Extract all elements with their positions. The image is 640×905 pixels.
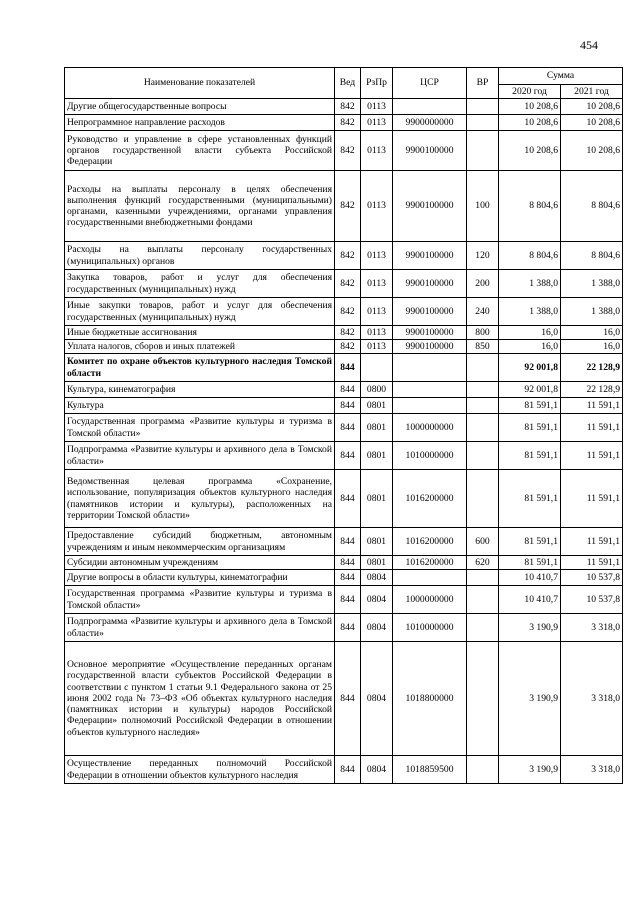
cell-rzpr: 0801 bbox=[361, 398, 393, 414]
cell-rzpr: 0113 bbox=[361, 298, 393, 326]
cell-sum-2021: 16,0 bbox=[561, 326, 623, 340]
cell-rzpr: 0804 bbox=[361, 642, 393, 756]
cell-sum-2021: 3 318,0 bbox=[561, 756, 623, 784]
cell-rzpr: 0113 bbox=[361, 131, 393, 171]
cell-sum-2020: 10 410,7 bbox=[499, 586, 561, 614]
cell-vr: 240 bbox=[467, 298, 499, 326]
cell-name: Расходы на выплаты персоналу государственных (муниципальных) органов bbox=[65, 242, 335, 270]
cell-sum-2021: 10 208,6 bbox=[561, 115, 623, 131]
table-row bbox=[65, 586, 623, 614]
cell-sum-2020: 81 591,1 bbox=[499, 528, 561, 556]
cell-rzpr: 0113 bbox=[361, 115, 393, 131]
cell-sum-2020: 10 208,6 bbox=[499, 131, 561, 171]
cell-ved: 842 bbox=[335, 115, 361, 131]
cell-rzpr: 0801 bbox=[361, 442, 393, 470]
cell-ved: 842 bbox=[335, 270, 361, 298]
cell-sum-2021: 11 591,1 bbox=[561, 528, 623, 556]
cell-ved: 844 bbox=[335, 756, 361, 784]
cell-name: Руководство и управление в сфере установленных функций органов государственной власти субъекта Российской Федерации bbox=[65, 131, 335, 171]
cell-vr: 120 bbox=[467, 242, 499, 270]
cell-csr bbox=[393, 570, 467, 586]
table-row bbox=[65, 414, 623, 442]
cell-rzpr: 0801 bbox=[361, 528, 393, 556]
cell-sum-2020: 10 208,6 bbox=[499, 99, 561, 115]
cell-sum-2020: 3 190,9 bbox=[499, 642, 561, 756]
cell-name: Государственная программа «Развитие культуры и туризма в Томской области» bbox=[65, 414, 335, 442]
cell-vr: 850 bbox=[467, 340, 499, 354]
table-row bbox=[65, 382, 623, 398]
table-row bbox=[65, 99, 623, 115]
table-row bbox=[65, 340, 623, 354]
cell-name: Подпрограмма «Развитие культуры и архивного дела в Томской области» bbox=[65, 442, 335, 470]
cell-csr: 1000000000 bbox=[393, 414, 467, 442]
cell-name: Ведомственная целевая программа «Сохранение, использование, популяризация объектов культурного наследия (памятников истории и культуры), расположенных на территории Томской области» bbox=[65, 470, 335, 528]
cell-sum-2021: 3 318,0 bbox=[561, 642, 623, 756]
cell-name: Государственная программа «Развитие культуры и туризма в Томской области» bbox=[65, 586, 335, 614]
cell-sum-2020: 1 388,0 bbox=[499, 298, 561, 326]
cell-rzpr: 0113 bbox=[361, 340, 393, 354]
cell-vr bbox=[467, 442, 499, 470]
cell-rzpr: 0113 bbox=[361, 99, 393, 115]
cell-vr bbox=[467, 99, 499, 115]
cell-ved: 842 bbox=[335, 298, 361, 326]
cell-name: Непрограммное направление расходов bbox=[65, 115, 335, 131]
cell-csr: 9900100000 bbox=[393, 298, 467, 326]
header-year-2020: 2020 год bbox=[499, 85, 561, 99]
cell-csr: 9900100000 bbox=[393, 326, 467, 340]
cell-sum-2021: 8 804,6 bbox=[561, 242, 623, 270]
table-row bbox=[65, 614, 623, 642]
header-vr: ВР bbox=[467, 68, 499, 99]
table-row bbox=[65, 470, 623, 528]
cell-ved: 842 bbox=[335, 242, 361, 270]
table-row bbox=[65, 398, 623, 414]
cell-csr: 1010000000 bbox=[393, 442, 467, 470]
page-number: 454 bbox=[580, 38, 598, 52]
table-row bbox=[65, 442, 623, 470]
cell-sum-2021: 3 318,0 bbox=[561, 614, 623, 642]
cell-sum-2020: 10 208,6 bbox=[499, 115, 561, 131]
cell-name: Иные бюджетные ассигнования bbox=[65, 326, 335, 340]
cell-name: Другие общегосударственные вопросы bbox=[65, 99, 335, 115]
cell-sum-2021: 11 591,1 bbox=[561, 556, 623, 570]
cell-vr bbox=[467, 382, 499, 398]
cell-name: Основное мероприятие «Осуществление переданных органам государственной власти субъектов Российской Федерации в соответствии с пунктом 1 статьи 9.1 Федерального закона от 25 июня 2002 года № 73–ФЗ «Об объектах культурного наследия (памятниках истории и культуры) народов Российской Федерации» полномочий Российской Федерации в отношении объектов культурного наследия» bbox=[65, 642, 335, 756]
cell-name: Комитет по охране объектов культурного наследия Томской области bbox=[65, 354, 335, 382]
cell-name: Подпрограмма «Развитие культуры и архивного дела в Томской области» bbox=[65, 614, 335, 642]
cell-csr: 9900100000 bbox=[393, 171, 467, 242]
budget-table bbox=[64, 67, 623, 784]
header-name: Наименование показателей bbox=[65, 68, 335, 99]
cell-rzpr: 0801 bbox=[361, 470, 393, 528]
table-row bbox=[65, 131, 623, 171]
cell-csr: 1016200000 bbox=[393, 528, 467, 556]
cell-rzpr: 0113 bbox=[361, 242, 393, 270]
cell-csr: 1010000000 bbox=[393, 614, 467, 642]
cell-vr: 200 bbox=[467, 270, 499, 298]
cell-csr: 9900100000 bbox=[393, 340, 467, 354]
cell-sum-2020: 8 804,6 bbox=[499, 242, 561, 270]
cell-ved: 842 bbox=[335, 326, 361, 340]
cell-vr bbox=[467, 642, 499, 756]
cell-name: Культура bbox=[65, 398, 335, 414]
cell-vr: 800 bbox=[467, 326, 499, 340]
header-ved: Вед bbox=[335, 68, 361, 99]
cell-sum-2020: 16,0 bbox=[499, 340, 561, 354]
cell-rzpr bbox=[361, 354, 393, 382]
cell-ved: 844 bbox=[335, 642, 361, 756]
table-body bbox=[65, 99, 623, 784]
cell-sum-2021: 10 208,6 bbox=[561, 99, 623, 115]
cell-vr bbox=[467, 570, 499, 586]
cell-sum-2020: 92 001,8 bbox=[499, 354, 561, 382]
cell-ved: 844 bbox=[335, 354, 361, 382]
table-row bbox=[65, 528, 623, 556]
table-row bbox=[65, 556, 623, 570]
cell-vr bbox=[467, 414, 499, 442]
cell-name: Субсидии автономным учреждениям bbox=[65, 556, 335, 570]
cell-csr: 9900100000 bbox=[393, 131, 467, 171]
cell-sum-2020: 81 591,1 bbox=[499, 414, 561, 442]
cell-name: Закупка товаров, работ и услуг для обеспечения государственных (муниципальных) нужд bbox=[65, 270, 335, 298]
cell-name: Другие вопросы в области культуры, кинематографии bbox=[65, 570, 335, 586]
cell-name: Осуществление переданных полномочий Российской Федерации в отношении объектов культурного наследия bbox=[65, 756, 335, 784]
header-rzpr: РзПр bbox=[361, 68, 393, 99]
cell-vr bbox=[467, 354, 499, 382]
cell-csr: 1018800000 bbox=[393, 642, 467, 756]
table-row bbox=[65, 115, 623, 131]
cell-csr: 9900100000 bbox=[393, 270, 467, 298]
cell-ved: 842 bbox=[335, 99, 361, 115]
cell-sum-2020: 10 410,7 bbox=[499, 570, 561, 586]
table-row bbox=[65, 326, 623, 340]
cell-rzpr: 0113 bbox=[361, 171, 393, 242]
cell-csr: 1016200000 bbox=[393, 470, 467, 528]
header-year-2021: 2021 год bbox=[561, 85, 623, 99]
cell-sum-2021: 22 128,9 bbox=[561, 382, 623, 398]
table-row bbox=[65, 242, 623, 270]
cell-vr bbox=[467, 586, 499, 614]
table-row bbox=[65, 570, 623, 586]
cell-rzpr: 0800 bbox=[361, 382, 393, 398]
cell-vr bbox=[467, 614, 499, 642]
cell-ved: 844 bbox=[335, 614, 361, 642]
cell-rzpr: 0804 bbox=[361, 614, 393, 642]
cell-ved: 842 bbox=[335, 340, 361, 354]
cell-ved: 842 bbox=[335, 171, 361, 242]
cell-sum-2021: 10 537,8 bbox=[561, 586, 623, 614]
cell-csr bbox=[393, 99, 467, 115]
cell-sum-2021: 10 537,8 bbox=[561, 570, 623, 586]
cell-csr: 9900000000 bbox=[393, 115, 467, 131]
cell-ved: 842 bbox=[335, 131, 361, 171]
table-row bbox=[65, 171, 623, 242]
cell-rzpr: 0801 bbox=[361, 414, 393, 442]
cell-sum-2021: 8 804,6 bbox=[561, 171, 623, 242]
cell-name: Иные закупки товаров, работ и услуг для обеспечения государственных (муниципальных) нужд bbox=[65, 298, 335, 326]
table-row bbox=[65, 642, 623, 756]
header-sum: Сумма bbox=[499, 68, 623, 85]
cell-rzpr: 0801 bbox=[361, 556, 393, 570]
cell-csr: 1018859500 bbox=[393, 756, 467, 784]
cell-vr: 600 bbox=[467, 528, 499, 556]
cell-ved: 844 bbox=[335, 382, 361, 398]
cell-rzpr: 0113 bbox=[361, 326, 393, 340]
cell-csr bbox=[393, 382, 467, 398]
cell-csr: 9900100000 bbox=[393, 242, 467, 270]
cell-ved: 844 bbox=[335, 470, 361, 528]
cell-sum-2020: 81 591,1 bbox=[499, 470, 561, 528]
cell-csr bbox=[393, 354, 467, 382]
cell-sum-2020: 1 388,0 bbox=[499, 270, 561, 298]
header-csr: ЦСР bbox=[393, 68, 467, 99]
cell-sum-2020: 81 591,1 bbox=[499, 556, 561, 570]
cell-ved: 844 bbox=[335, 570, 361, 586]
cell-sum-2020: 92 001,8 bbox=[499, 382, 561, 398]
cell-sum-2021: 16,0 bbox=[561, 340, 623, 354]
cell-ved: 844 bbox=[335, 528, 361, 556]
cell-rzpr: 0804 bbox=[361, 756, 393, 784]
cell-sum-2021: 1 388,0 bbox=[561, 298, 623, 326]
table-row bbox=[65, 270, 623, 298]
cell-vr: 620 bbox=[467, 556, 499, 570]
cell-vr: 100 bbox=[467, 171, 499, 242]
cell-sum-2021: 11 591,1 bbox=[561, 470, 623, 528]
cell-name: Культура, кинематография bbox=[65, 382, 335, 398]
cell-name: Уплата налогов, сборов и иных платежей bbox=[65, 340, 335, 354]
cell-vr bbox=[467, 398, 499, 414]
cell-sum-2020: 3 190,9 bbox=[499, 756, 561, 784]
cell-rzpr: 0113 bbox=[361, 270, 393, 298]
cell-rzpr: 0804 bbox=[361, 586, 393, 614]
cell-ved: 844 bbox=[335, 442, 361, 470]
cell-vr bbox=[467, 115, 499, 131]
cell-sum-2021: 1 388,0 bbox=[561, 270, 623, 298]
cell-csr bbox=[393, 398, 467, 414]
cell-rzpr: 0804 bbox=[361, 570, 393, 586]
cell-sum-2020: 3 190,9 bbox=[499, 614, 561, 642]
cell-name: Предоставление субсидий бюджетным, автономным учреждениям и иным некоммерческим организациям bbox=[65, 528, 335, 556]
table-row bbox=[65, 298, 623, 326]
table-row bbox=[65, 354, 623, 382]
cell-vr bbox=[467, 756, 499, 784]
cell-ved: 844 bbox=[335, 556, 361, 570]
cell-ved: 844 bbox=[335, 414, 361, 442]
cell-sum-2021: 11 591,1 bbox=[561, 442, 623, 470]
cell-sum-2020: 81 591,1 bbox=[499, 442, 561, 470]
cell-name: Расходы на выплаты персоналу в целях обеспечения выполнения функций государственными (муниципальными) органами, казенными учреждениями, органами управления государственными внебюджетными фондами bbox=[65, 171, 335, 242]
cell-ved: 844 bbox=[335, 586, 361, 614]
cell-csr: 1016200000 bbox=[393, 556, 467, 570]
cell-sum-2021: 11 591,1 bbox=[561, 414, 623, 442]
cell-vr bbox=[467, 470, 499, 528]
cell-sum-2020: 8 804,6 bbox=[499, 171, 561, 242]
cell-csr: 1000000000 bbox=[393, 586, 467, 614]
cell-sum-2021: 22 128,9 bbox=[561, 354, 623, 382]
cell-ved: 844 bbox=[335, 398, 361, 414]
cell-sum-2021: 11 591,1 bbox=[561, 398, 623, 414]
cell-sum-2020: 16,0 bbox=[499, 326, 561, 340]
table-row bbox=[65, 756, 623, 784]
cell-sum-2020: 81 591,1 bbox=[499, 398, 561, 414]
cell-sum-2021: 10 208,6 bbox=[561, 131, 623, 171]
cell-vr bbox=[467, 131, 499, 171]
